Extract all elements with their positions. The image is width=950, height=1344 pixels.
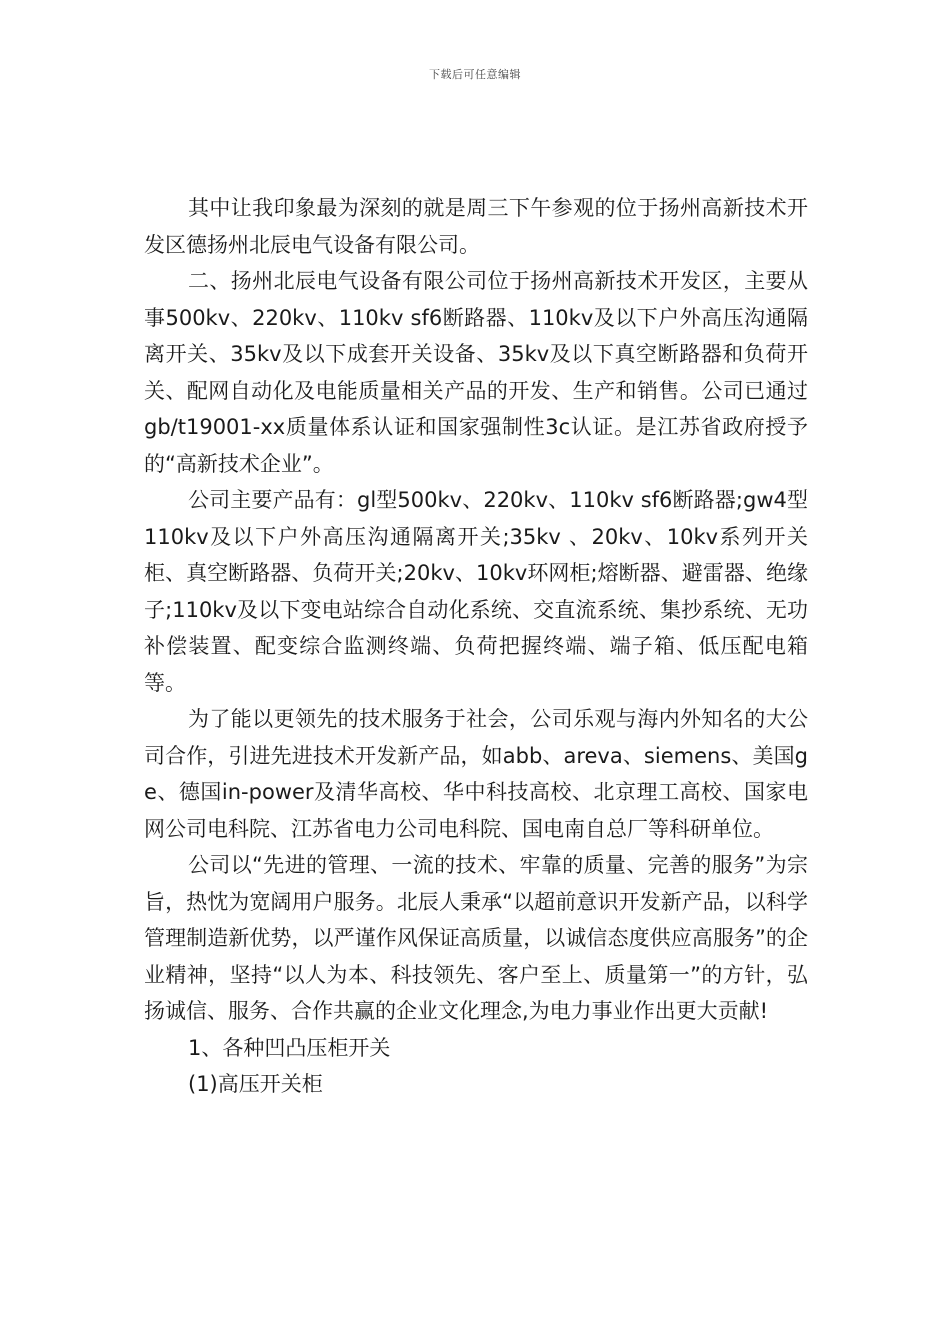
paragraph-cooperation: 为了能以更领先的技术服务于社会，公司乐观与海内外知名的大公司合作，引进先进技术开发新产品，如abb、areva、siemens、美国ge、德国in-power及清华高校、华中科技高校、北京理工高校、国家电网公司电科院、江苏省电力公司电科院、国电南自总厂等科研单位。 xyxy=(144,707,808,841)
section-heading-switchgear: 1、各种凹凸压柜开关 xyxy=(188,1035,391,1060)
paragraph-company-tenet: 公司以“先进的管理、一流的技术、牢靠的质量、完善的服务”为宗旨，热忱为宽阔用户服务。北辰人秉承“以超前意识开发新产品，以科学管理制造新优势，以严谨作风保证高质量，以诚信态度供应高服务”的企业精神，坚持“以人为本、科技领先、客户至上、质量第一”的方针，弘扬诚信、服务、合作共赢的企业文化理念,为电力事业作出更大贡献! xyxy=(144,853,808,1023)
document-body xyxy=(144,190,808,1103)
paragraph-main-products: 公司主要产品有：gl型500kv、220kv、110kv sf6断路器;gw4型110kv及以下户外高压沟通隔离开关;35kv 、20kv、10kv系列开关柜、真空断路器、负荷开关;20kv、10kv环网柜;熔断器、避雷器、绝缘子;110kv及以下变电站综合自动化系统、交直流系统、集抄系统、无功补偿装置、配变综合监测终端、负荷把握终端、端子箱、低压配电箱等。 xyxy=(144,488,808,695)
subsection-heading-hv-switchgear: (1)高压开关柜 xyxy=(188,1072,323,1096)
paragraph-company-intro: 二、扬州北辰电气设备有限公司位于扬州高新技术开发区，主要从事500kv、220kv、110kv sf6断路器、110kv及以下户外高压沟通隔离开关、35kv及以下成套开关设备、35kv及以下真空断路器和负荷开关、配网自动化及电能质量相关产品的开发、生产和销售。公司已通过gb/t19001-xx质量体系认证和国家强制性3c认证。是江苏省政府授予的“高新技术企业”。 xyxy=(144,269,808,476)
page-header: 下载后可任意编辑 xyxy=(429,68,521,81)
paragraph-impression: 其中让我印象最为深刻的就是周三下午参观的位于扬州高新技术开发区德扬州北辰电气设备有限公司。 xyxy=(144,196,808,257)
